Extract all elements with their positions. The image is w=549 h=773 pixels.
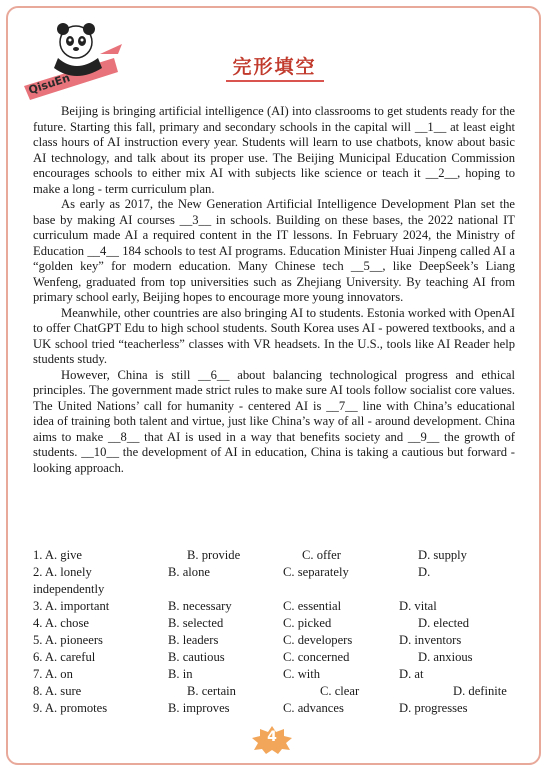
option-8-b: B. certain bbox=[187, 684, 236, 698]
option-5-d: D. inventors bbox=[399, 633, 462, 647]
option-2-d-continued: independently bbox=[33, 582, 105, 596]
option-row-9 bbox=[33, 700, 515, 717]
option-5-a: 5. A. pioneers bbox=[33, 633, 103, 647]
option-row-4 bbox=[33, 615, 515, 632]
option-row-1 bbox=[33, 547, 515, 564]
option-row-8 bbox=[33, 683, 515, 700]
option-4-a: 4. A. chose bbox=[33, 616, 89, 630]
option-9-b: B. improves bbox=[168, 701, 230, 715]
option-3-c: C. essential bbox=[283, 599, 342, 613]
options-list bbox=[33, 547, 515, 717]
option-6-b: B. cautious bbox=[168, 650, 225, 664]
option-6-c: C. concerned bbox=[283, 650, 350, 664]
option-9-c: C. advances bbox=[283, 701, 344, 715]
option-6-a: 6. A. careful bbox=[33, 650, 96, 664]
option-7-d: D. at bbox=[399, 667, 424, 681]
option-row-6 bbox=[33, 649, 515, 666]
option-row-2 bbox=[33, 564, 515, 581]
option-4-d: D. elected bbox=[418, 616, 470, 630]
option-row-5 bbox=[33, 632, 515, 649]
option-3-d: D. vital bbox=[399, 599, 437, 613]
option-5-c: C. developers bbox=[283, 633, 353, 647]
option-7-a: 7. A. on bbox=[33, 667, 73, 681]
passage-paragraph-3: Meanwhile, other countries are also bringing AI to students. Estonia worked with OpenAI to offer ChatGPT Edu to high school students. South Korea uses AI - powered textbooks, and a UK school tried “teacherless” classes with VR headsets. In the U.S., tools like AI Reader help students study. bbox=[33, 305, 515, 366]
option-1-b: B. provide bbox=[187, 548, 241, 562]
option-row-2-continued bbox=[33, 581, 515, 598]
option-8-d: D. definite bbox=[453, 684, 507, 698]
option-7-b: B. in bbox=[168, 667, 193, 681]
passage-paragraph-1: Beijing is bringing artificial intelligence (AI) into classrooms to get students ready for the future. Starting this fall, primary and secondary schools in the capital will __1__ at least eight class hours of AI instruction every year. Students will learn to use chatbots, know about basic AI technology, and talk about its proper use. The Beijing Municipal Education Commission encourages schools to either mix AI with subjects like science or teach it __2__, hoping to make a long - term curriculum plan. bbox=[33, 104, 515, 196]
option-2-b: B. alone bbox=[168, 565, 210, 579]
passage bbox=[33, 104, 515, 476]
option-1-a: 1. A. give bbox=[33, 548, 82, 562]
passage-paragraph-4: However, China is still __6__ about balancing technological progress and ethical principles. The government made strict rules to make sure AI tools follow socialist core values. The United Nations’ call for humanity - centered AI is __7__ line with China’s educational idea of training both talent and virtue, just like China’s way of all - around development. China aims to make __8__ that AI is used in a way that benefits society and __9__ the growth of students. __10__ the development of AI in education, China is taking a cautious but forward - looking approach. bbox=[33, 367, 515, 475]
option-1-d: D. supply bbox=[418, 548, 467, 562]
option-6-d: D. anxious bbox=[418, 650, 473, 664]
option-5-b: B. leaders bbox=[168, 633, 219, 647]
option-9-d: D. progresses bbox=[399, 701, 468, 715]
page-number: 4 bbox=[267, 729, 277, 745]
passage-paragraph-2: As early as 2017, the New Generation Artificial Intelligence Development Plan set the base by making AI courses __3__ in schools. Building on these bases, the 2022 national IT curriculum made AI a required content in the IT lessons. In February 2024, the Ministry of Education __4__ 184 schools to test AI programs. Education Minister Huai Jinpeng called AI a “golden key” for modern education. Many Chinese tech __5__, like DeepSeek’s Liang Wenfeng, graduated from top universities such as Zhejiang University. By teaching AI from primary school early, Beijing hopes to encourage more young innovators. bbox=[33, 197, 515, 304]
option-4-c: C. picked bbox=[283, 616, 332, 630]
option-3-b: B. necessary bbox=[168, 599, 232, 613]
option-7-c: C. with bbox=[283, 667, 321, 681]
option-row-7 bbox=[33, 666, 515, 683]
page-title: 完形填空 bbox=[232, 56, 317, 78]
option-2-c: C. separately bbox=[283, 565, 349, 579]
option-row-3 bbox=[33, 598, 515, 615]
title-underline bbox=[226, 80, 324, 82]
option-1-c: C. offer bbox=[302, 548, 341, 562]
option-2-d: D. bbox=[418, 565, 431, 579]
option-3-a: 3. A. important bbox=[33, 599, 110, 613]
option-8-a: 8. A. sure bbox=[33, 684, 82, 698]
logo-text: QisuEn bbox=[26, 71, 72, 97]
option-8-c: C. clear bbox=[320, 684, 360, 698]
option-4-b: B. selected bbox=[168, 616, 224, 630]
option-2-a: 2. A. lonely bbox=[33, 565, 92, 579]
option-9-a: 9. A. promotes bbox=[33, 701, 108, 715]
